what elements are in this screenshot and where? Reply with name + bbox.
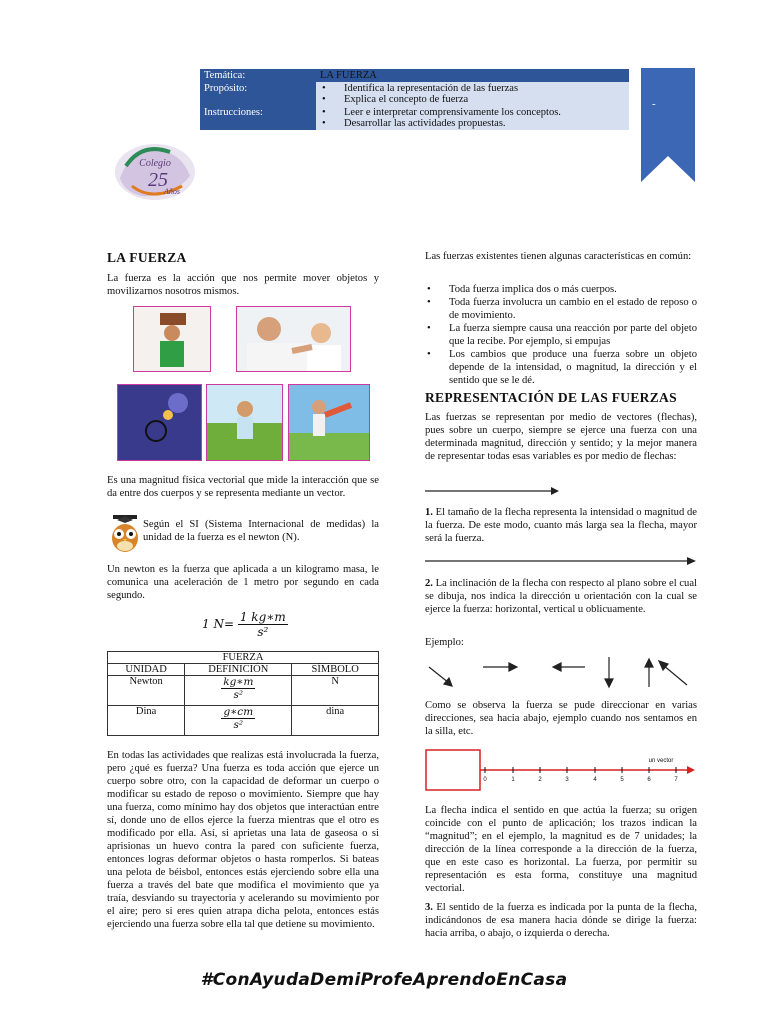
formula-denominator: s² bbox=[257, 625, 269, 639]
section-title-representacion: REPRESENTACIÓN DE LAS FUERZAS bbox=[425, 390, 677, 405]
definition-denominator: s² bbox=[233, 719, 244, 731]
vector-tick-label: 2 bbox=[538, 777, 542, 783]
header-value bbox=[316, 106, 629, 130]
point2-number: 2. bbox=[425, 578, 433, 589]
direction-arrows-example bbox=[425, 655, 697, 691]
arrow-short-icon bbox=[425, 485, 560, 497]
representation-paragraph: Las fuerzas se representan por medio de vectores (flechas), pues sobre un cuerpo, siempre se ejerce una fuerza con una determinada magnitud, dirección y sentido; y la mejor manera de representar todas esas variables es por medio de flechas: bbox=[425, 412, 697, 462]
table-cell-symbol: dina bbox=[292, 706, 379, 736]
vector-tick-label: 5 bbox=[620, 777, 624, 783]
point2-text: La inclinación de la flecha con respecto al plano sobre el cual se dibuja, nos indica la dirección u orientación con la cual se ejerce la fuerza: horizontal, vertical u oblicuamente. bbox=[425, 578, 697, 615]
photo-boy-lifting-books bbox=[133, 306, 211, 372]
point1-text: El tamaño de la flecha representa la intensidad o magnitud de la fuerza. De este modo, cuanto más larga sea la flecha, mayor será la fuerza. bbox=[425, 507, 697, 544]
example-paragraph: Como se observa la fuerza se pude direccionar en varias direcciones, sea hacia abajo, ejemplo cuando nos sentamos en la silla, etc. bbox=[425, 700, 697, 737]
vector-tick-label: 1 bbox=[511, 777, 515, 783]
formula-numerator: 1 kg∗m bbox=[239, 610, 286, 624]
ribbon-mark: - bbox=[652, 98, 656, 110]
table-cell-definition bbox=[185, 706, 292, 736]
point3-paragraph bbox=[425, 901, 697, 940]
point1-number: 1. bbox=[425, 507, 433, 518]
table-cell-unit: Newton bbox=[108, 676, 185, 706]
list-item: • Toda fuerza implica dos o más cuerpos. bbox=[425, 283, 697, 296]
intro-paragraph: La fuerza es la acción que nos permite mover objetos y movilizarnos nosotros mismos. bbox=[107, 273, 379, 297]
header-bullet: • Leer e interpretar comprensivamente los conceptos. bbox=[320, 107, 625, 118]
vector-tick-label: 4 bbox=[593, 777, 597, 783]
table-title: FUERZA bbox=[108, 652, 379, 664]
header-row-instrucciones bbox=[200, 106, 629, 130]
header-row-proposito bbox=[200, 82, 629, 106]
vector-label: un vector bbox=[648, 758, 674, 764]
vector-tick-label: 6 bbox=[647, 777, 651, 783]
svg-text:25: 25 bbox=[148, 169, 168, 191]
formula-lhs: 1 N= bbox=[202, 617, 235, 631]
vector-tick-label: 0 bbox=[483, 777, 487, 783]
si-paragraph: Según el SI (Sistema Internacional de medidas) la unidad de la fuerza es el newton (N). bbox=[143, 519, 379, 543]
table-cell-definition bbox=[185, 676, 292, 706]
section-title-fuerza: LA FUERZA bbox=[107, 250, 187, 265]
header-bullet: • Desarrollar las actividades propuestas. bbox=[320, 118, 625, 129]
point2-paragraph bbox=[425, 577, 697, 616]
photo-boy-running bbox=[206, 384, 283, 461]
characteristics-intro: Las fuerzas existentes tienen algunas características en común: bbox=[425, 251, 692, 262]
table-row bbox=[108, 676, 379, 706]
table-header: SÍMBOLO bbox=[292, 664, 379, 676]
header-bullet: • Explica el concepto de fuerza bbox=[320, 94, 625, 105]
definition-numerator: kg∗m bbox=[223, 676, 254, 688]
newton-paragraph: Un newton es la fuerza que aplicada a un kilogramo masa, le comunica una aceleración de 1 metro por segundo en cada segundo. bbox=[107, 564, 379, 601]
owl-icon bbox=[107, 514, 143, 554]
header-value: LA FUERZA bbox=[316, 69, 629, 82]
characteristics-list bbox=[425, 283, 697, 387]
header-key: Instrucciones: bbox=[200, 106, 316, 130]
newton-formula bbox=[202, 610, 288, 639]
vector-tick-label: 7 bbox=[674, 777, 678, 783]
example-label: Ejemplo: bbox=[425, 637, 464, 648]
photo-bmx-jump bbox=[117, 384, 202, 461]
point3-number: 3. bbox=[425, 902, 433, 913]
definition-numerator: g∗cm bbox=[223, 706, 254, 718]
list-item: • La fuerza siempre causa una reacción por parte del objeto que la recibe. Por ejemplo, si empujas bbox=[425, 322, 697, 348]
table-cell-unit: Dina bbox=[108, 706, 185, 736]
magnitude-paragraph: Es una magnitud física vectorial que mide la interacción que se da entre dos cuerpos y se representa mediante un vector. bbox=[107, 475, 379, 499]
school-logo bbox=[112, 136, 198, 204]
point3-text: El sentido de la fuerza es indicada por la punta de la flecha, indicándonos de esa manera hacia dónde se dirige la fuerza: hacia arriba, o abajo, o izquierda o derecha. bbox=[425, 902, 698, 939]
bookmark-ribbon bbox=[641, 68, 695, 156]
force-units-table bbox=[107, 651, 379, 736]
header-table bbox=[200, 69, 629, 130]
table-header: DEFINICIÓN bbox=[185, 664, 292, 676]
vector-diagram bbox=[425, 748, 697, 794]
arrow-meaning-paragraph: La flecha indica el sentido en que actúa la fuerza; su origen coincide con el punto de aplicación; los trazos indican la “magnitud”; en el ejemplo, la magnitud es de 7 unidades; la dirección de la línea corresponde a la dirección de la fuerza, que en este caso es horizontal. La fuerza, por permitir su representación es esta forma, constituye una magnitud vectorial. bbox=[425, 805, 697, 894]
footer-hashtag: #ConAyudaDemiProfeAprendoEnCasa bbox=[200, 970, 568, 990]
vector-tick-label: 3 bbox=[565, 777, 569, 783]
header-row-tematica bbox=[200, 69, 629, 82]
photo-father-son-armwrestling bbox=[236, 306, 351, 372]
table-cell-symbol: N bbox=[292, 676, 379, 706]
point1-paragraph bbox=[425, 506, 697, 545]
header-bullet: • Identifica la representación de las fuerzas bbox=[320, 83, 625, 94]
arrow-long-icon bbox=[425, 555, 697, 567]
header-value bbox=[316, 82, 629, 106]
definition-denominator: s² bbox=[233, 689, 244, 701]
header-key: Temática: bbox=[200, 69, 316, 82]
table-row bbox=[108, 706, 379, 736]
svg-text:Años: Años bbox=[164, 187, 180, 196]
table-header: UNIDAD bbox=[108, 664, 185, 676]
header-key: Propósito: bbox=[200, 82, 316, 106]
force-explanation-paragraph: En todas las actividades que realizas está involucrada la fuerza, pero ¿qué es fuerza? Una fuerza es toda acción que ejerce un cuerpo sobre otro, con la capacidad de deformar un cuerpo o modificar su estado de reposo o movimiento. Siempre que hay una fuerza, como mínimo hay dos objetos que interactúan entre sí, donde uno de ellos ejerce la fuerza mientras que el otro es modificado por ella. Así, si aprietas una lata de gaseosa o si aprisionas un huevo contra la pared con suficiente fuerza, entonces logras deformar objetos o hasta romperlos. Si bateas una pelota de béisbol, entonces estás ejerciendo sobre ella una fuerza a través del bate que modifica el movimiento que ya traía, desviando su trayectoria y acelerando su movimiento por el aire; pero si eres quien atrapa dicha pelota, entonces estás ejerciendo una fuerza sobre ella tal que detiene su movimiento. bbox=[107, 750, 379, 930]
list-item: • Toda fuerza involucra un cambio en el estado de reposo o de movimiento. bbox=[425, 296, 697, 322]
list-item: • Los cambios que produce una fuerza sobre un objeto depende de la intensidad, o magnitud, la dirección y el sentido que se le dé. bbox=[425, 348, 697, 387]
photo-father-child-play bbox=[288, 384, 370, 461]
svg-text:Colegio: Colegio bbox=[139, 158, 171, 169]
